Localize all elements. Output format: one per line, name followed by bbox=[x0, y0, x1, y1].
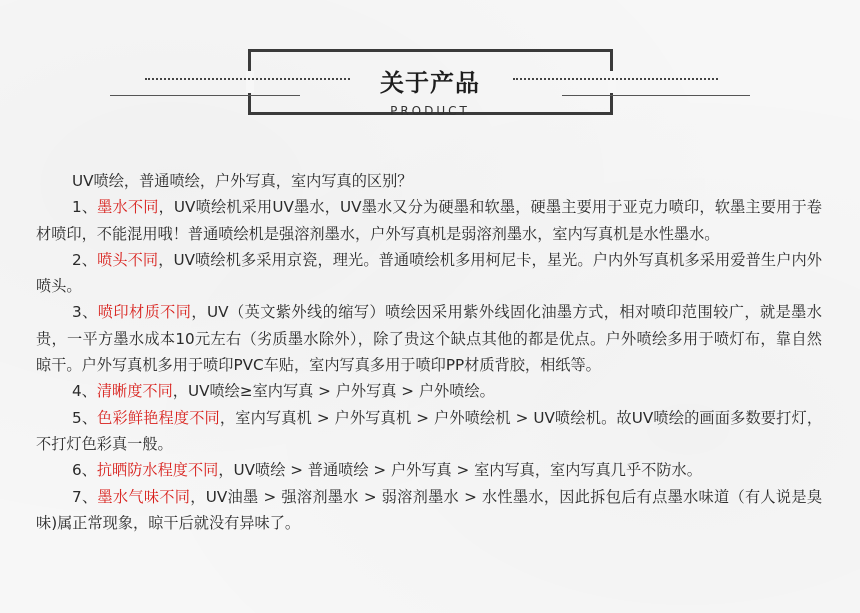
paragraph-text: ，UV油墨 > 强溶剂墨水 > 弱溶剂墨水 > 水性墨水，因此拆包后有点墨水味道（有人说是臭味)属正常现象，晾干后就没有异味了。 bbox=[36, 487, 823, 532]
article-paragraph bbox=[36, 457, 822, 483]
article-paragraph bbox=[36, 168, 822, 194]
article-body bbox=[36, 168, 822, 536]
section-title: 关于产品 bbox=[380, 69, 480, 97]
section-header bbox=[0, 0, 860, 130]
highlight-term: 喷头不同 bbox=[97, 250, 159, 269]
highlight-term: 色彩鲜艳程度不同 bbox=[97, 408, 220, 427]
item-number: 6、 bbox=[72, 461, 97, 480]
highlight-term: 喷印材质不同 bbox=[97, 303, 192, 322]
highlight-term: 清晰度不同 bbox=[96, 382, 173, 401]
paragraph-text: ，UV喷绘≥室内写真 > 户外写真 > 户外喷绘。 bbox=[172, 382, 495, 401]
paragraph-text: ，UV喷绘机多采用京瓷，理光。普通喷绘机多用柯尼卡，星光。户内外写真机多采用爱普生户内外喷头。 bbox=[36, 250, 822, 296]
item-number: 2、 bbox=[72, 250, 98, 269]
highlight-term: 墨水气味不同 bbox=[97, 487, 191, 506]
item-number: 4、 bbox=[72, 382, 97, 401]
paragraph-text: ，室内写真机 > 户外写真机 > 户外喷绘机 > UV喷绘机。故UV喷绘的画面多数要打灯，不打灯色彩真一般。 bbox=[36, 408, 823, 453]
article-paragraph bbox=[36, 299, 822, 378]
article-paragraph bbox=[36, 484, 822, 537]
article-paragraph bbox=[36, 378, 822, 404]
item-number: 1、 bbox=[72, 198, 98, 217]
article-paragraph bbox=[36, 405, 822, 458]
highlight-term: 墨水不同 bbox=[97, 198, 159, 217]
article-paragraph bbox=[36, 247, 822, 300]
section-subtitle: PRODUCT bbox=[390, 104, 470, 118]
article-paragraph bbox=[36, 194, 822, 247]
paragraph-text: ，UV喷绘 > 普通喷绘 > 户外写真 > 室内写真，室内写真几乎不防水。 bbox=[218, 461, 702, 480]
highlight-term: 抗晒防水程度不同 bbox=[96, 461, 219, 480]
paragraph-text: ，UV（英文紫外线的缩写）喷绘因采用紫外线固化油墨方式，相对喷印范围较广，就是墨水贵，一平方墨水成本10元左右（劣质墨水除外），除了贵这个缺点其他的都是优点。户外喷绘多用于喷灯布，靠自然晾干。户外写真机多用于喷印PVC车贴，室内写真多用于喷印PP材质背胶，相纸等。 bbox=[36, 303, 822, 375]
item-number: 7、 bbox=[72, 487, 98, 506]
paragraph-text: UV喷绘，普通喷绘，户外写真，室内写真的区别？ bbox=[72, 172, 413, 190]
item-number: 3、 bbox=[72, 303, 98, 322]
paragraph-text: ，UV喷绘机采用UV墨水，UV墨水又分为硬墨和软墨，硬墨主要用于亚克力喷印，软墨主要用于卷材喷印，不能混用哦！普通喷绘机是强溶剂墨水，户外写真机是弱溶剂墨水，室内写真机是水性墨水。 bbox=[36, 198, 822, 243]
item-number: 5、 bbox=[72, 408, 98, 427]
